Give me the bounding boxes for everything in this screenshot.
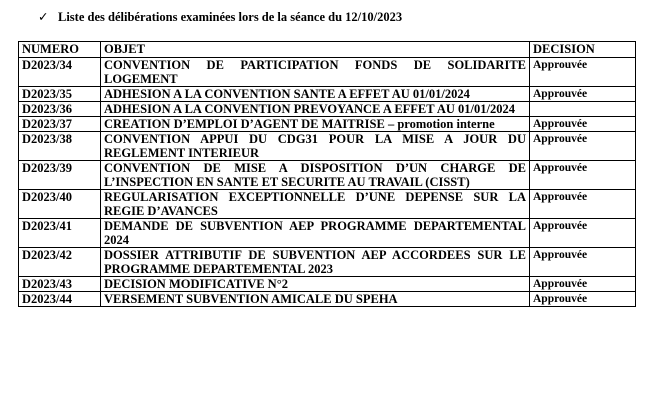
cell-decision: Approuvée bbox=[530, 117, 636, 132]
table-row bbox=[19, 292, 636, 307]
cell-numero: D2023/39 bbox=[19, 161, 101, 190]
table-row bbox=[19, 58, 636, 87]
table-row bbox=[19, 161, 636, 190]
table-row bbox=[19, 277, 636, 292]
column-header-numero: NUMERO bbox=[19, 42, 101, 58]
cell-numero: D2023/36 bbox=[19, 102, 101, 117]
checkmark-icon: ✓ bbox=[38, 10, 49, 24]
cell-decision bbox=[530, 102, 636, 117]
cell-numero: D2023/38 bbox=[19, 132, 101, 161]
cell-objet: ADHESION A LA CONVENTION PREVOYANCE A EFFET AU 01/01/2024 bbox=[101, 102, 530, 117]
table-row bbox=[19, 248, 636, 277]
table-row bbox=[19, 190, 636, 219]
cell-numero: D2023/34 bbox=[19, 58, 101, 87]
cell-numero: D2023/37 bbox=[19, 117, 101, 132]
heading-text: Liste des délibérations examinées lors de la séance du 12/10/2023 bbox=[58, 10, 403, 24]
cell-objet: VERSEMENT SUBVENTION AMICALE DU SPEHA bbox=[101, 292, 530, 307]
cell-decision: Approuvée bbox=[530, 277, 636, 292]
cell-objet: CONVENTION APPUI DU CDG31 POUR LA MISE A JOUR DU REGLEMENT INTERIEUR bbox=[101, 132, 530, 161]
deliberations-table bbox=[18, 41, 636, 307]
cell-objet: DOSSIER ATTRIBUTIF DE SUBVENTION AEP ACCORDEES SUR LE PROGRAMME DEPARTEMENTAL 2023 bbox=[101, 248, 530, 277]
table-row bbox=[19, 132, 636, 161]
cell-decision: Approuvée bbox=[530, 58, 636, 87]
cell-decision: Approuvée bbox=[530, 87, 636, 102]
cell-decision: Approuvée bbox=[530, 132, 636, 161]
table-row bbox=[19, 117, 636, 132]
column-header-objet: OBJET bbox=[101, 42, 530, 58]
column-header-decision: DECISION bbox=[530, 42, 636, 58]
table-row bbox=[19, 219, 636, 248]
cell-decision: Approuvée bbox=[530, 292, 636, 307]
cell-decision: Approuvée bbox=[530, 190, 636, 219]
cell-numero: D2023/41 bbox=[19, 219, 101, 248]
cell-numero: D2023/40 bbox=[19, 190, 101, 219]
cell-objet: CONVENTION DE PARTICIPATION FONDS DE SOLIDARITE LOGEMENT bbox=[101, 58, 530, 87]
cell-decision: Approuvée bbox=[530, 161, 636, 190]
table-row bbox=[19, 87, 636, 102]
cell-numero: D2023/42 bbox=[19, 248, 101, 277]
cell-objet: DECISION MODIFICATIVE N°2 bbox=[101, 277, 530, 292]
cell-numero: D2023/35 bbox=[19, 87, 101, 102]
cell-objet: DEMANDE DE SUBVENTION AEP PROGRAMME DEPARTEMENTAL 2024 bbox=[101, 219, 530, 248]
cell-decision: Approuvée bbox=[530, 248, 636, 277]
table-row bbox=[19, 102, 636, 117]
cell-objet: CREATION D’EMPLOI D’AGENT DE MAITRISE – promotion interne bbox=[101, 117, 530, 132]
cell-objet: ADHESION A LA CONVENTION SANTE A EFFET AU 01/01/2024 bbox=[101, 87, 530, 102]
cell-objet: CONVENTION DE MISE A DISPOSITION D’UN CHARGE DE L’INSPECTION EN SANTE ET SECURITE AU TRAVAIL (CISST) bbox=[101, 161, 530, 190]
cell-decision: Approuvée bbox=[530, 219, 636, 248]
table-header-row bbox=[19, 42, 636, 58]
cell-numero: D2023/44 bbox=[19, 292, 101, 307]
cell-numero: D2023/43 bbox=[19, 277, 101, 292]
cell-objet: REGULARISATION EXCEPTIONNELLE D’UNE DEPENSE SUR LA REGIE D’AVANCES bbox=[101, 190, 530, 219]
page-heading bbox=[38, 9, 402, 25]
